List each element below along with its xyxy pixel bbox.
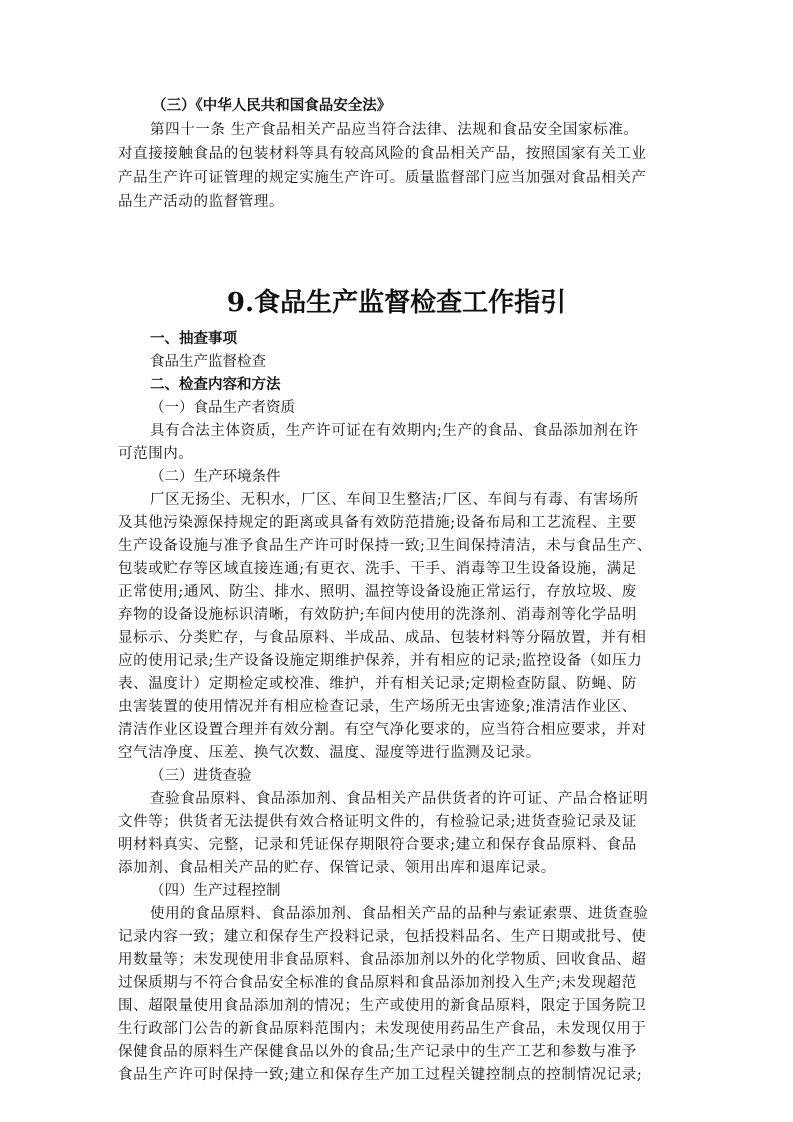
paragraph-line: 产品生产许可证管理的规定实施生产许可。质量监督部门应当加强对食品相关产 — [118, 170, 647, 186]
paragraph-line: 使用的食品原料、食品添加剂、食品相关产品的品种与索证索票、进货查验 — [150, 906, 649, 922]
paragraph-line: 品生产活动的监督管理。 — [118, 194, 285, 210]
subsection-heading: （一）食品生产者资质 — [150, 400, 295, 416]
subsection-heading: （三）进货查验 — [150, 768, 252, 784]
paragraph-line: 记录内容一致；建立和保存生产投料记录，包括投料品名、生产日期或批号、使 — [118, 929, 647, 945]
paragraph-line: 围、超限量使用食品添加剂的情况；生产或使用的新食品原料，限定于国务院卫 — [118, 998, 647, 1014]
paragraph-line: 生行政部门公告的新食品原料范围内；未发现使用药品生产食品，未发现仅用于 — [118, 1021, 647, 1037]
paragraph-line: 文件等；供货者无法提供有效合格证明文件的，有检验记录;进货查验记录及证 — [118, 814, 637, 830]
law-heading: （三）《中华人民共和国食品安全法》 — [152, 97, 392, 114]
paragraph-line: 食品生产许可时保持一致;建立和保存生产加工过程关键控制点的控制情况记录; — [118, 1067, 643, 1083]
paragraph-line: 第四十一条 生产食品相关产品应当符合法律、法规和食品安全国家标准。 — [150, 122, 639, 138]
paragraph-line: 生产设备设施与准予食品生产许可时保持一致;卫生间保持清洁，未与食品生产、 — [118, 538, 652, 554]
paragraph-line: 具有合法主体资质，生产许可证在有效期内;生产的食品、食品添加剂在许 — [150, 423, 639, 439]
paragraph-line: 添加剂、食品相关产品的贮存、保管记录、领用出库和退库记录。 — [118, 860, 556, 876]
paragraph-line: 显标示、分类贮存，与食品原料、半成品、成品、包装材料等分隔放置，并有相 — [118, 630, 647, 646]
section-heading-2: 二、检查内容和方法 — [150, 376, 281, 393]
paragraph-line: 包装或贮存等区域直接连通;有更衣、洗手、干手、消毒等卫生设备设施，满足 — [118, 561, 637, 577]
section-heading-1: 一、抽查事项 — [150, 330, 237, 347]
paragraph-line: 明材料真实、完整，记录和凭证保存期限符合要求;建立和保存食品原料、食品 — [118, 837, 637, 853]
paragraph-line: 弃物的设备设施标识清晰，有效防护;车间内使用的洗涤剂、消毒剂等化学品明 — [118, 607, 637, 623]
paragraph-line: 厂区无扬尘、无积水，厂区、车间卫生整洁;厂区、车间与有毒、有害场所 — [150, 492, 639, 508]
page-title: 9.食品生产监督检查工作指引 — [226, 288, 567, 318]
subsection-heading: （四）生产过程控制 — [150, 883, 281, 899]
paragraph-line: 过保质期与不符合食品安全标准的食品原料和食品添加剂投入生产;未发现超范 — [118, 975, 637, 991]
paragraph-line: 对直接接触食品的包装材料等具有较高风险的食品相关产品，按照国家有关工业 — [118, 146, 647, 162]
paragraph-line: 虫害装置的使用情况并有相应检查记录，生产场所无虫害迹象;准清洁作业区、 — [118, 699, 637, 715]
paragraph-line: 可范围内。 — [118, 446, 194, 462]
paragraph-line: 用数量等；未发现使用非食品原料、食品添加剂以外的化学物质、回收食品、超 — [118, 952, 647, 968]
subsection-heading: （二）生产环境条件 — [150, 469, 281, 485]
paragraph-line: 应的使用记录;生产设备设施定期维护保养，并有相应的记录;监控设备（如压力 — [118, 653, 643, 669]
paragraph-line: 清洁作业区设置合理并有效分割。有空气净化要求的，应当符合相应要求，并对 — [118, 722, 647, 738]
paragraph-line: 查验食品原料、食品添加剂、食品相关产品供货者的许可证、产品合格证明 — [150, 791, 649, 807]
paragraph-line: 保健食品的原料生产保健食品以外的食品;生产记录中的生产工艺和参数与准予 — [118, 1044, 637, 1060]
paragraph-line: 及其他污染源保持规定的距离或具备有效防范措施;设备布局和工艺流程、主要 — [118, 515, 637, 531]
paragraph-line: 正常使用;通风、防尘、排水、照明、温控等设备设施正常运行，存放垃圾、废 — [118, 584, 637, 600]
paragraph-line: 表、温度计）定期检定或校准、维护，并有相关记录;定期检查防鼠、防蝇、防 — [118, 676, 637, 692]
paragraph-line: 空气洁净度、压差、换气次数、温度、湿度等进行监测及记录。 — [118, 745, 541, 761]
section-1-text: 食品生产监督检查 — [150, 354, 266, 370]
